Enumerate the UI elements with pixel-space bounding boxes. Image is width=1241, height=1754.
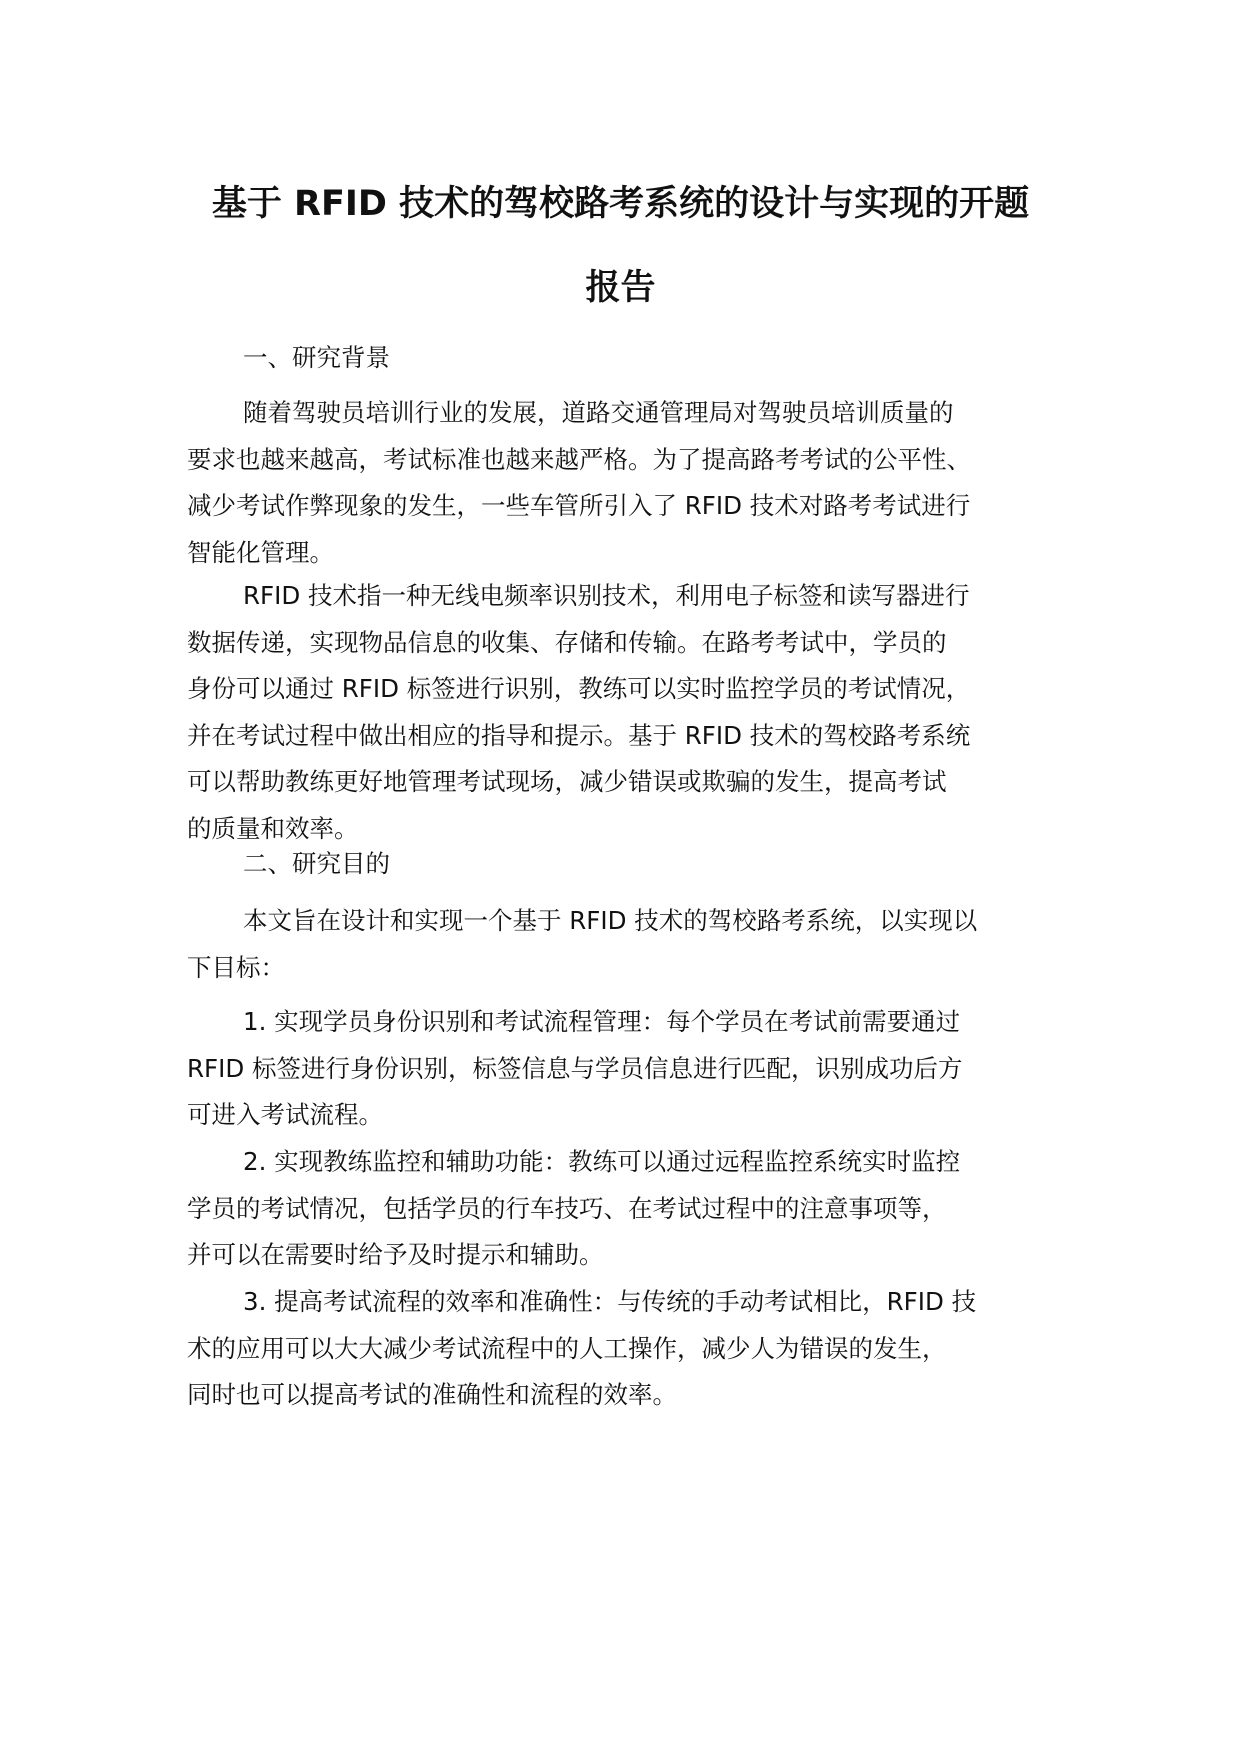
paragraph-line: 并在考试过程中做出相应的指导和提示。基于 RFID 技术的驾校路考系统 [187, 720, 971, 750]
section-heading: 二、研究目的 [243, 849, 390, 878]
document-title-line-2: 报告 [585, 268, 656, 308]
goal-item-3 [187, 1279, 1092, 1419]
goal-item-1 [187, 999, 1092, 1139]
section-heading-background [187, 335, 1092, 382]
paragraph-line: 并可以在需要时给予及时提示和辅助。 [187, 1240, 604, 1269]
document-title-line-1: 基于 RFID 技术的驾校路考系统的设计与实现的开题 [211, 184, 1030, 224]
paragraph-line: 减少考试作弊现象的发生，一些车管所引入了 RFID 技术对路考考试进行 [187, 491, 971, 520]
paragraph-purpose-intro [187, 898, 1092, 991]
paragraph-line: 要求也越来越高，考试标准也越来越严格。为了提高路考考试的公平性、 [187, 444, 971, 474]
section-heading: 一、研究背景 [243, 343, 390, 372]
paragraph-line: 数据传递，实现物品信息的收集、存储和传输。在路考考试中，学员的 [187, 627, 947, 657]
section-heading-purpose [187, 841, 1092, 888]
paragraph-line: 随着驾驶员培训行业的发展，道路交通管理局对驾驶员培训质量的 [243, 398, 954, 427]
paragraph-line: 智能化管理。 [187, 537, 334, 567]
paragraph-line: 1. 实现学员身份识别和考试流程管理：每个学员在考试前需要通过 [243, 1007, 961, 1036]
paragraph-line: 可进入考试流程。 [187, 1100, 383, 1129]
paragraph-line: RFID 标签进行身份识别，标签信息与学员信息进行匹配，识别成功后方 [187, 1053, 963, 1083]
paragraph-line: 身份可以通过 RFID 标签进行识别，教练可以实时监控学员的考试情况， [187, 674, 971, 703]
paragraph-line: 本文旨在设计和实现一个基于 RFID 技术的驾校路考系统，以实现以 [243, 906, 978, 935]
paragraph-background-2 [187, 573, 1092, 852]
goal-item-2 [187, 1139, 1092, 1279]
paragraph-line: RFID 技术指一种无线电频率识别技术，利用电子标签和读写器进行 [243, 581, 970, 610]
paragraph-line: 学员的考试情况，包括学员的行车技巧、在考试过程中的注意事项等， [187, 1193, 947, 1223]
paragraph-line: 3. 提高考试流程的效率和准确性：与传统的手动考试相比，RFID 技 [243, 1287, 977, 1316]
paragraph-line: 可以帮助教练更好地管理考试现场，减少错误或欺骗的发生，提高考试 [187, 767, 947, 796]
paragraph-line: 同时也可以提高考试的准确性和流程的效率。 [187, 1380, 677, 1409]
paragraph-line: 的质量和效率。 [187, 813, 359, 843]
paragraph-line: 下目标： [187, 952, 285, 982]
paragraph-line: 术的应用可以大大减少考试流程中的人工操作，减少人为错误的发生， [187, 1333, 947, 1363]
paragraph-background-1 [187, 390, 1092, 576]
paragraph-line: 2. 实现教练监控和辅助功能：教练可以通过远程监控系统实时监控 [243, 1147, 961, 1176]
